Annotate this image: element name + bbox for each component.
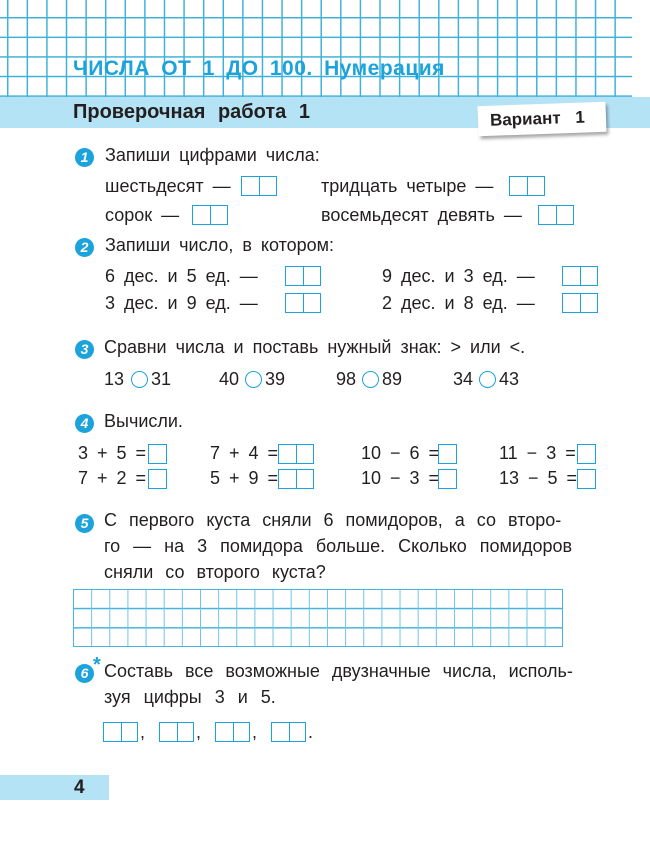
- expression: 5 + 9 =: [210, 468, 279, 488]
- answer-box-two-digit[interactable]: [159, 722, 194, 742]
- expression: 10 − 3 =: [361, 468, 440, 488]
- answer-box-two-digit[interactable]: [278, 444, 314, 464]
- expression: 13 − 5 =: [499, 468, 578, 488]
- answer-box-one-digit[interactable]: [577, 469, 596, 489]
- task-2-item-label: 9 дес. и 3 ед. —: [382, 266, 535, 286]
- compare-left: 13: [104, 369, 125, 389]
- answer-box-two-digit[interactable]: [509, 176, 545, 196]
- answer-box-one-digit[interactable]: [438, 444, 457, 464]
- task-2-item-label: 3 дес. и 9 ед. —: [105, 293, 258, 313]
- answer-box-two-digit[interactable]: [538, 205, 574, 225]
- expression: 11 − 3 =: [499, 443, 576, 463]
- task-5-line: С первого куста сняли 6 помидоров, а со второ-: [104, 510, 562, 530]
- compare-left: 98: [336, 369, 357, 389]
- compare-sign-circle[interactable]: [245, 371, 262, 388]
- section-title: ЧИСЛА ОТ 1 ДО 100. Нумерация: [73, 57, 445, 80]
- answer-box-two-digit[interactable]: [271, 722, 306, 742]
- task-6-badge: 6: [75, 664, 94, 683]
- task-1-item-label: восемьдесят девять —: [321, 205, 522, 225]
- task-5-line: го — на 3 помидора больше. Сколько помидоров: [104, 536, 573, 556]
- graph-paper-header: [0, 0, 632, 97]
- answer-box-one-digit[interactable]: [148, 469, 167, 489]
- answer-box-one-digit[interactable]: [577, 444, 596, 464]
- work-title: Проверочная работа 1: [73, 101, 310, 123]
- answer-box-two-digit[interactable]: [103, 722, 138, 742]
- task-6-line: зуя цифры 3 и 5.: [104, 687, 276, 707]
- task-2-item-label: 6 дес. и 5 ед. —: [105, 266, 258, 286]
- task-1-prompt: Запиши цифрами числа:: [105, 145, 320, 165]
- separator: ,: [140, 722, 146, 742]
- answer-box-two-digit[interactable]: [241, 176, 277, 196]
- compare-sign-circle[interactable]: [479, 371, 496, 388]
- answer-box-two-digit[interactable]: [562, 266, 598, 286]
- variant-text: Вариант 1: [489, 107, 586, 130]
- task-3-prompt: Сравни числа и поставь нужный знак: > или <.: [104, 337, 526, 357]
- task-1-badge: 1: [75, 148, 94, 167]
- compare-right: 89: [382, 369, 403, 389]
- task-6-line: Составь все возможные двузначные числа, исполь-: [104, 661, 573, 681]
- task-5-badge: 5: [75, 514, 94, 533]
- expression: 3 + 5 =: [78, 443, 147, 463]
- page-number: 4: [74, 777, 85, 798]
- answer-grid[interactable]: [73, 589, 563, 647]
- compare-right: 39: [265, 369, 286, 389]
- expression: 10 − 6 =: [361, 443, 440, 463]
- answer-box-two-digit[interactable]: [278, 469, 314, 489]
- expression: 7 + 4 =: [210, 443, 279, 463]
- separator: .: [308, 722, 314, 742]
- compare-right: 43: [499, 369, 520, 389]
- task-2-prompt: Запиши число, в котором:: [105, 235, 335, 255]
- compare-left: 40: [219, 369, 240, 389]
- compare-sign-circle[interactable]: [131, 371, 148, 388]
- task-2-item-label: 2 дес. и 8 ед. —: [382, 293, 535, 313]
- task-5-line: сняли со второго куста?: [104, 562, 326, 582]
- task-4-prompt: Вычисли.: [104, 411, 183, 431]
- answer-box-two-digit[interactable]: [285, 266, 321, 286]
- answer-box-two-digit[interactable]: [192, 205, 228, 225]
- compare-sign-circle[interactable]: [362, 371, 379, 388]
- task-3-badge: 3: [75, 340, 94, 359]
- task-1-item-label: шестьдесят —: [105, 176, 231, 196]
- task-2-badge: 2: [75, 238, 94, 257]
- task-1-item-label: тридцать четыре —: [321, 176, 494, 196]
- task-4-badge: 4: [75, 414, 94, 433]
- answer-box-two-digit[interactable]: [562, 293, 598, 313]
- task-1-item-label: сорок —: [105, 205, 180, 225]
- challenge-star-icon: *: [93, 654, 101, 676]
- separator: ,: [252, 722, 258, 742]
- answer-box-two-digit[interactable]: [215, 722, 250, 742]
- answer-box-one-digit[interactable]: [438, 469, 457, 489]
- compare-right: 31: [151, 369, 172, 389]
- answer-box-two-digit[interactable]: [285, 293, 321, 313]
- expression: 7 + 2 =: [78, 468, 147, 488]
- variant-label: [478, 102, 607, 136]
- separator: ,: [196, 722, 202, 742]
- answer-box-one-digit[interactable]: [148, 444, 167, 464]
- page-number-band: [0, 775, 109, 800]
- compare-left: 34: [453, 369, 474, 389]
